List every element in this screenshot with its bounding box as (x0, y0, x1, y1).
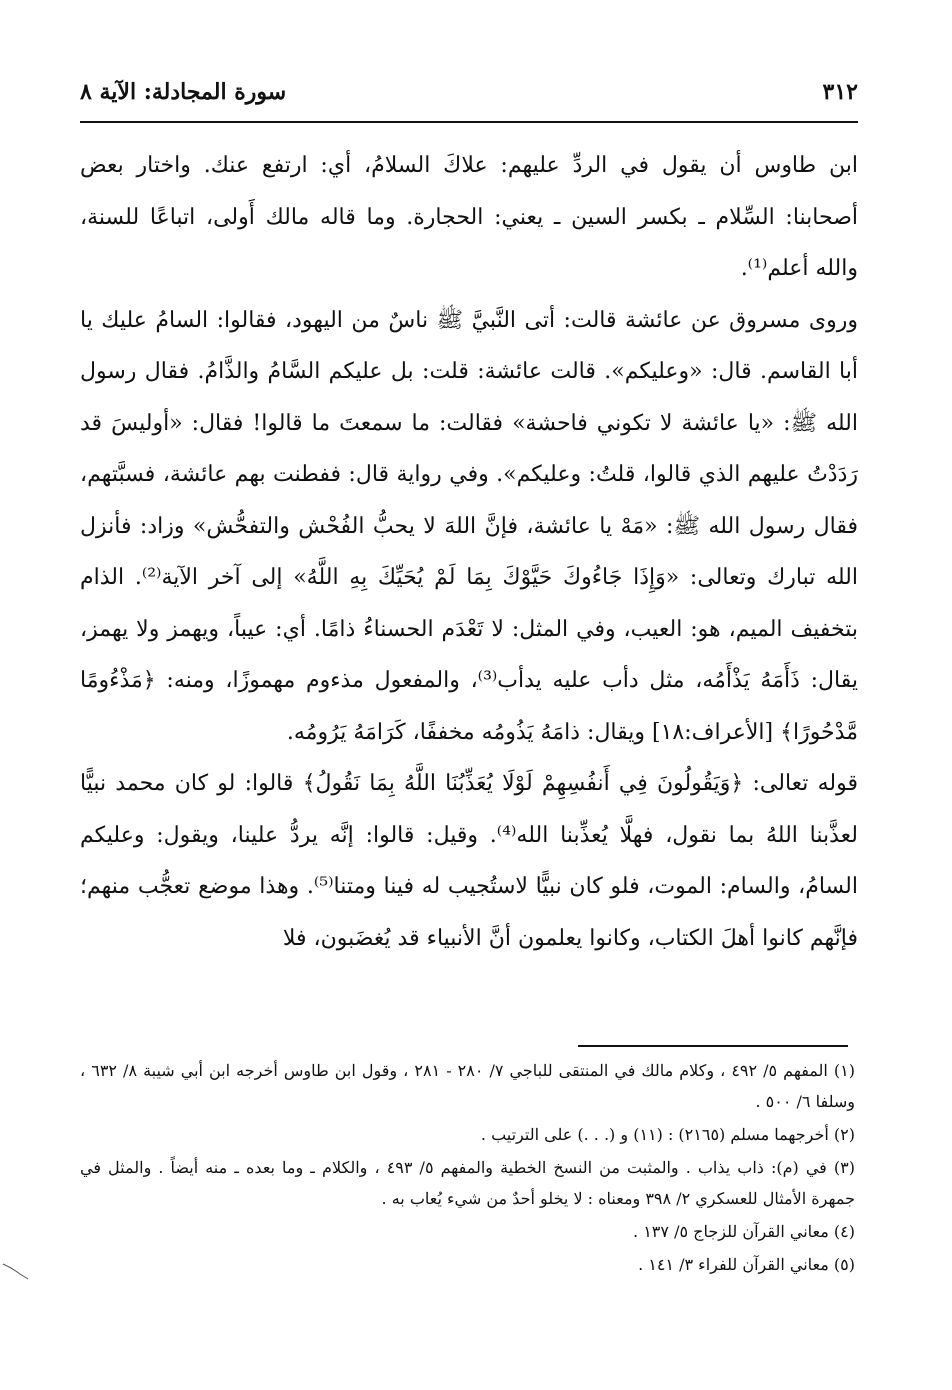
footnote-1 (80, 1055, 855, 1117)
header-rule (80, 121, 858, 123)
footnote-marker: (٥) (833, 1255, 855, 1274)
footnote-marker: (٤) (833, 1222, 855, 1241)
footnote-5 (80, 1249, 855, 1280)
paragraph-2: وروى مسروق عن عائشة قالت: أتى النَّبيَّ ﷺ ناسٌ من اليهود، فقالوا: السامُ عليك يا أبا القاسم. قال: «وعليكم». قالت عائشة: قلت: بل عليكم السَّامُ والذَّامُ. فقال رسول الله ﷺ: «يا عائشة لا تكوني فاحشة» فقالت: ما سمعتَ ما قالوا! فقال: «أوليسَ قد رَدَدْتُ عليهم الذي قالوا، قلتُ: وعليكم». وفي رواية قال: ففطنت بهم عائشة، فسبَّتهم، فقال رسول الله ﷺ: «مَهْ يا عائشة، فإنَّ اللهَ لا يحبُّ الفُحْش والتفحُّش» وزاد: فأنزل الله تبارك وتعالى: «وَإِذَا جَاءُوكَ حَيَّوْكَ بِمَا لَمْ يُحَيِّكَ بِهِ اللَّهُ» إلى آخر الآية⁽²⁾. الذام بتخفيف الميم، هو: العيب، وفي المثل: لا تَعْدَم الحسناءُ ذامًا. أي: عيباً، ويهمز ولا يهمز، يقال: ذَأَمَهُ يَذْأَمُه، مثل دأب عليه يدأب⁽³⁾، والمفعول مذءوم مهموزًا، ومنه: ﴿مَذْءُومًا مَّدْحُورًا﴾ [الأعراف:١٨] ويقال: ذامَهُ يَذُومُه مخففًا، كَرَامَهُ يَرُومُه. (80, 307, 858, 745)
running-title: سورة المجادلة: الآية ٨ (80, 79, 287, 105)
scan-mark (2, 1262, 30, 1280)
page-header (80, 72, 858, 112)
footnote-text: معاني القرآن للزجاج ٥/ ١٣٧ . (633, 1222, 829, 1241)
footnote-4 (80, 1216, 855, 1247)
footnote-separator (578, 1045, 848, 1047)
footnote-2 (80, 1119, 855, 1150)
footnote-text: أخرجهما مسلم (٢١٦٥) : (١١) و (. . .) على الترتيب . (480, 1125, 829, 1144)
footnote-text: في (م): ذاب يذاب . والمثبت من النسخ الخطية والمفهم ٥/ ٤٩٣ ، والكلام ـ وما بعده ـ منه أيضاً . والمثل في جمهرة الأمثال للعسكري ٢/ ٣٩٨ ومعناه : لا يخلو أحدٌ من شيء يُعاب به . (80, 1158, 855, 1208)
footnote-text: المفهم ٥/ ٤٩٢ ، وكلام مالك في المنتقى للباجي ٧/ ٢٨٠ - ٢٨١ ، وقول ابن طاوس أخرجه ابن أبي شيبة ٨/ ٦٣٢ ، وسلفا ٦/ ٥٠٠ . (80, 1061, 855, 1111)
footnote-3 (80, 1152, 855, 1214)
paragraph-3: قوله تعالى: ﴿وَيَقُولُونَ فِي أَنفُسِهِمْ لَوْلَا يُعَذِّبُنَا اللَّهُ بِمَا نَقُولُ﴾ قالوا: لو كان محمد نبيًّا لعذَّبنا اللهُ بما نقول، فهلَّا يُعذِّبنا الله⁽⁴⁾. وقيل: قالوا: إنَّه يردُّ علينا، ويقول: وعليكم السامُ، والسام: الموت، فلو كان نبيًّا لاستُجيب له فينا ومتنا⁽⁵⁾. وهذا موضع تعجُّب منهم؛ فإنَّهم كانوا أهلَ الكتاب، وكانوا يعلمون أنَّ الأنبياء قد يُغضَبون، فلا (80, 771, 858, 951)
footnote-marker: (٣) (833, 1158, 856, 1177)
footnote-text: معاني القرآن للفراء ٣/ ١٤١ . (638, 1255, 829, 1274)
page-number: ٣١٢ (822, 79, 858, 105)
main-text (80, 140, 858, 964)
paragraph-1: ابن طاوس أن يقول في الردِّ عليهم: علاكَ السلامُ، أي: ارتفع عنك. واختار بعض أصحابنا: السِّلام ـ بكسر السين ـ يعني: الحجارة. وما قاله مالك أَولى، اتباعًا للسنة، والله أعلم⁽¹⁾. (80, 153, 858, 281)
footnotes (80, 1055, 855, 1282)
footnote-marker: (١) (833, 1061, 855, 1080)
footnote-marker: (٢) (833, 1125, 855, 1144)
